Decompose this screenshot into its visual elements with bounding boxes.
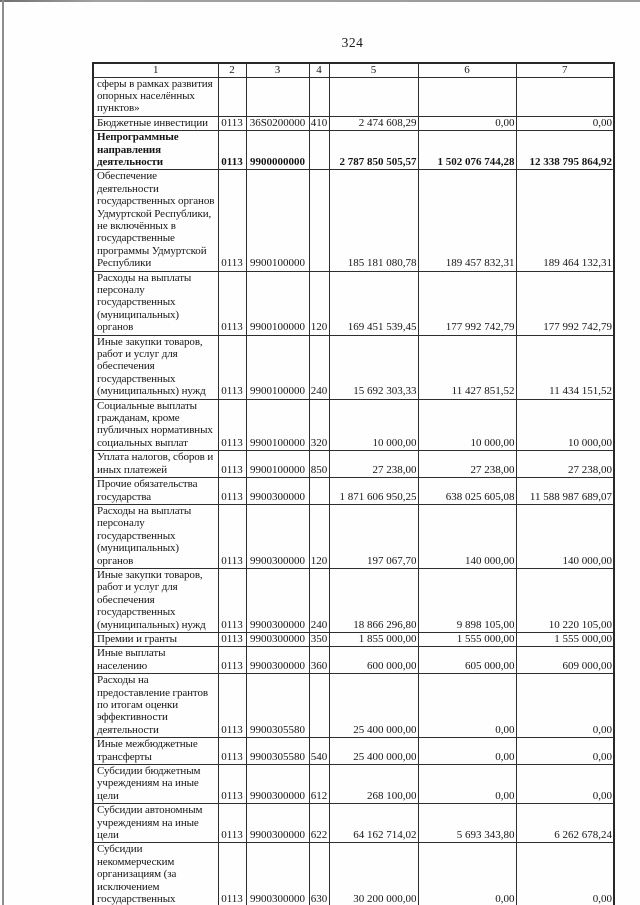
cell-amount-3: 10 000,00 bbox=[516, 399, 614, 451]
cell-amount-3: 609 000,00 bbox=[516, 647, 614, 674]
cell-section-code: 0113 bbox=[218, 170, 246, 271]
cell-section-code: 0113 bbox=[218, 451, 246, 478]
cell-amount-2: 177 992 742,79 bbox=[418, 271, 516, 335]
column-header-1: 1 bbox=[93, 63, 218, 77]
cell-expense-type-code: 410 bbox=[310, 116, 328, 129]
cell-section-code: 0113 bbox=[218, 674, 246, 738]
table-row bbox=[93, 843, 614, 905]
cell-target-article-code: 9900100000 bbox=[246, 399, 309, 451]
cell-target-article-code: 36S0200000 bbox=[246, 116, 309, 130]
header-row bbox=[93, 63, 614, 77]
cell-expense-type-code: 120 bbox=[309, 271, 329, 335]
table-row bbox=[93, 647, 614, 674]
cell-section-code: 0113 bbox=[218, 804, 246, 843]
cell-amount-2: 0,00 bbox=[418, 843, 516, 905]
cell-amount-3: 11 588 987 689,07 bbox=[516, 478, 614, 505]
cell-target-article-code: 9900305580 bbox=[246, 738, 309, 765]
cell-amount-2 bbox=[418, 77, 516, 116]
cell-amount-2: 27 238,00 bbox=[418, 451, 516, 478]
table-row bbox=[93, 738, 614, 765]
cell-amount-2: 189 457 832,31 bbox=[418, 170, 516, 271]
cell-amount-1: 10 000,00 bbox=[329, 399, 418, 451]
cell-amount-1: 2 474 608,29 bbox=[329, 116, 418, 130]
budget-table-header bbox=[93, 63, 614, 77]
table-row bbox=[93, 632, 614, 646]
cell-amount-2: 0,00 bbox=[418, 674, 516, 738]
cell-amount-2: 605 000,00 bbox=[418, 647, 516, 674]
cell-amount-3: 140 000,00 bbox=[516, 504, 614, 568]
cell-expense-name: Иные выплаты населению bbox=[93, 647, 218, 674]
cell-amount-3: 0,00 bbox=[516, 738, 614, 765]
cell-amount-3: 0,00 bbox=[516, 674, 614, 738]
cell-target-article-code: 9900300000 bbox=[246, 765, 309, 804]
cell-amount-3: 0,00 bbox=[516, 843, 614, 905]
table-row bbox=[93, 504, 614, 568]
cell-amount-1: 15 692 303,33 bbox=[329, 335, 418, 399]
cell-target-article-code: 9900300000 bbox=[246, 478, 309, 505]
cell-target-article-code: 9900100000 bbox=[246, 335, 309, 399]
cell-amount-2: 0,00 bbox=[418, 738, 516, 765]
cell-amount-3: 10 220 105,00 bbox=[516, 568, 614, 632]
cell-section-code: 0113 bbox=[218, 131, 246, 170]
cell-amount-3: 27 238,00 bbox=[516, 451, 614, 478]
cell-amount-1: 27 238,00 bbox=[329, 451, 418, 478]
cell-amount-1: 1 855 000,00 bbox=[329, 632, 418, 646]
cell-amount-1: 2 787 850 505,57 bbox=[329, 131, 418, 170]
cell-section-code: 0113 bbox=[218, 335, 246, 399]
table-row bbox=[93, 131, 614, 170]
cell-amount-2: 638 025 605,08 bbox=[418, 478, 516, 505]
cell-target-article-code: 9900300000 bbox=[246, 568, 309, 632]
cell-expense-name: Уплата налогов, сборов и иных платежей bbox=[93, 451, 218, 478]
table-row bbox=[93, 568, 614, 632]
cell-amount-2: 1 502 076 744,28 bbox=[418, 131, 516, 170]
cell-target-article-code: 9900300000 bbox=[246, 804, 309, 843]
cell-expense-name: Расходы на выплаты персоналу государственных (муниципальных) органов bbox=[93, 271, 218, 335]
table-row bbox=[93, 478, 614, 505]
cell-expense-type-code: 240 bbox=[309, 568, 329, 632]
table-row bbox=[93, 399, 614, 451]
cell-expense-name: Прочие обязательства государства bbox=[93, 478, 218, 505]
cell-expense-type-code: 120 bbox=[309, 504, 329, 568]
cell-expense-name: Расходы на выплаты персоналу государственных (муниципальных) органов bbox=[93, 504, 218, 568]
cell-section-code: 0113 bbox=[218, 738, 246, 765]
table-row bbox=[93, 170, 614, 271]
cell-expense-type-code bbox=[309, 478, 329, 505]
cell-expense-type-code: 540 bbox=[309, 738, 329, 765]
cell-amount-3: 0,00 bbox=[516, 765, 614, 804]
cell-amount-3: 11 434 151,52 bbox=[516, 335, 614, 399]
table-row bbox=[93, 77, 614, 116]
cell-section-code: 0113 bbox=[218, 116, 246, 130]
cell-amount-1: 30 200 000,00 bbox=[329, 843, 418, 905]
cell-amount-1: 25 400 000,00 bbox=[329, 674, 418, 738]
cell-amount-3: 0,00 bbox=[516, 116, 614, 130]
cell-amount-1: 25 400 000,00 bbox=[329, 738, 418, 765]
table-row bbox=[93, 765, 614, 804]
cell-section-code: 0113 bbox=[218, 568, 246, 632]
cell-expense-type-code bbox=[309, 131, 329, 170]
cell-amount-2: 11 427 851,52 bbox=[418, 335, 516, 399]
cell-expense-type-code bbox=[309, 674, 329, 738]
cell-section-code bbox=[218, 77, 246, 116]
budget-table bbox=[92, 62, 615, 905]
budget-table-body bbox=[93, 77, 614, 905]
cell-amount-1: 600 000,00 bbox=[329, 647, 418, 674]
cell-expense-type-code: 360 bbox=[309, 647, 329, 674]
table-row bbox=[93, 804, 614, 843]
cell-amount-1: 185 181 080,78 bbox=[329, 170, 418, 271]
cell-section-code: 0113 bbox=[218, 765, 246, 804]
cell-expense-type-code: 630 bbox=[309, 843, 329, 905]
cell-target-article-code: 9900305580 bbox=[246, 674, 309, 738]
cell-amount-1: 1 871 606 950,25 bbox=[329, 478, 418, 505]
cell-amount-2: 9 898 105,00 bbox=[418, 568, 516, 632]
cell-target-article-code: 9900300000 bbox=[246, 843, 309, 905]
cell-amount-2: 1 555 000,00 bbox=[418, 632, 516, 646]
cell-amount-2: 0,00 bbox=[418, 116, 516, 130]
column-header-6: 6 bbox=[418, 63, 516, 77]
cell-amount-3: 12 338 795 864,92 bbox=[516, 131, 614, 170]
cell-section-code: 0113 bbox=[218, 478, 246, 505]
cell-expense-type-code: 622 bbox=[309, 804, 329, 843]
cell-expense-name: Премии и гранты bbox=[93, 632, 218, 646]
table-row bbox=[93, 674, 614, 738]
cell-amount-2: 140 000,00 bbox=[418, 504, 516, 568]
cell-expense-name: Расходы на предоставление грантов по итогам оценки эффективности деятельности bbox=[93, 674, 218, 738]
cell-expense-name: Социальные выплаты гражданам, кроме публичных нормативных социальных выплат bbox=[93, 399, 218, 451]
cell-expense-name: Непрограммные направления деятельности bbox=[93, 131, 218, 170]
cell-expense-name: Субсидии бюджетным учреждениям на иные цели bbox=[93, 765, 218, 804]
cell-section-code: 0113 bbox=[218, 399, 246, 451]
cell-amount-1: 18 866 296,80 bbox=[329, 568, 418, 632]
cell-expense-type-code: 850 bbox=[309, 451, 329, 478]
table-row bbox=[93, 271, 614, 335]
cell-target-article-code: 9900300000 bbox=[246, 504, 309, 568]
cell-expense-name: Субсидии автономным учреждениям на иные цели bbox=[93, 804, 218, 843]
column-header-4: 4 bbox=[309, 63, 329, 77]
cell-amount-1: 169 451 539,45 bbox=[329, 271, 418, 335]
cell-expense-name: Иные межбюджетные трансферты bbox=[93, 738, 218, 765]
cell-section-code: 0113 bbox=[218, 647, 246, 674]
column-header-7: 7 bbox=[516, 63, 614, 77]
cell-expense-type-code: 350 bbox=[310, 632, 328, 645]
cell-expense-name: сферы в рамках развития опорных населённых пунктов» bbox=[93, 77, 218, 116]
cell-expense-name: Иные закупки товаров, работ и услуг для обеспечения государственных (муниципальных) нужд bbox=[93, 568, 218, 632]
table-row bbox=[93, 116, 614, 130]
column-header-2: 2 bbox=[218, 63, 246, 77]
cell-target-article-code: 9900000000 bbox=[246, 131, 309, 170]
cell-target-article-code: 9900300000 bbox=[246, 632, 309, 646]
cell-amount-3: 189 464 132,31 bbox=[516, 170, 614, 271]
cell-amount-3: 177 992 742,79 bbox=[516, 271, 614, 335]
cell-expense-type-code: 240 bbox=[309, 335, 329, 399]
cell-target-article-code bbox=[246, 77, 309, 116]
cell-amount-1: 64 162 714,02 bbox=[329, 804, 418, 843]
cell-expense-name: Бюджетные инвестиции bbox=[93, 116, 218, 130]
cell-expense-type-code: 612 bbox=[309, 765, 329, 804]
cell-amount-2: 5 693 343,80 bbox=[418, 804, 516, 843]
cell-expense-name: Иные закупки товаров, работ и услуг для обеспечения государственных (муниципальных) нужд bbox=[93, 335, 218, 399]
table-row bbox=[93, 335, 614, 399]
scan-border-top bbox=[0, 0, 640, 2]
cell-section-code: 0113 bbox=[218, 271, 246, 335]
cell-expense-name: Обеспечение деятельности государственных органов Удмуртской Республики, не включённых в государственные программы Удмуртской Республики bbox=[93, 170, 218, 271]
cell-expense-type-code: 320 bbox=[309, 399, 329, 451]
cell-section-code: 0113 bbox=[218, 843, 246, 905]
scan-border-left bbox=[2, 0, 4, 905]
cell-target-article-code: 9900100000 bbox=[246, 170, 309, 271]
column-header-3: 3 bbox=[246, 63, 309, 77]
cell-target-article-code: 9900100000 bbox=[246, 271, 309, 335]
cell-amount-1 bbox=[329, 77, 418, 116]
cell-amount-1: 197 067,70 bbox=[329, 504, 418, 568]
cell-amount-3: 6 262 678,24 bbox=[516, 804, 614, 843]
cell-amount-3: 1 555 000,00 bbox=[516, 632, 614, 646]
table-row bbox=[93, 451, 614, 478]
cell-amount-1: 268 100,00 bbox=[329, 765, 418, 804]
cell-target-article-code: 9900100000 bbox=[246, 451, 309, 478]
cell-amount-2: 10 000,00 bbox=[418, 399, 516, 451]
cell-expense-type-code bbox=[309, 77, 329, 116]
cell-section-code: 0113 bbox=[218, 632, 246, 646]
cell-expense-type-code bbox=[309, 170, 329, 271]
cell-amount-3 bbox=[516, 77, 614, 116]
cell-expense-name: Субсидии некоммерческим организациям (за исключением государственных bbox=[93, 843, 218, 905]
cell-target-article-code: 9900300000 bbox=[246, 647, 309, 674]
cell-section-code: 0113 bbox=[218, 504, 246, 568]
cell-amount-2: 0,00 bbox=[418, 765, 516, 804]
column-header-5: 5 bbox=[329, 63, 418, 77]
page-number: 324 bbox=[341, 35, 364, 50]
